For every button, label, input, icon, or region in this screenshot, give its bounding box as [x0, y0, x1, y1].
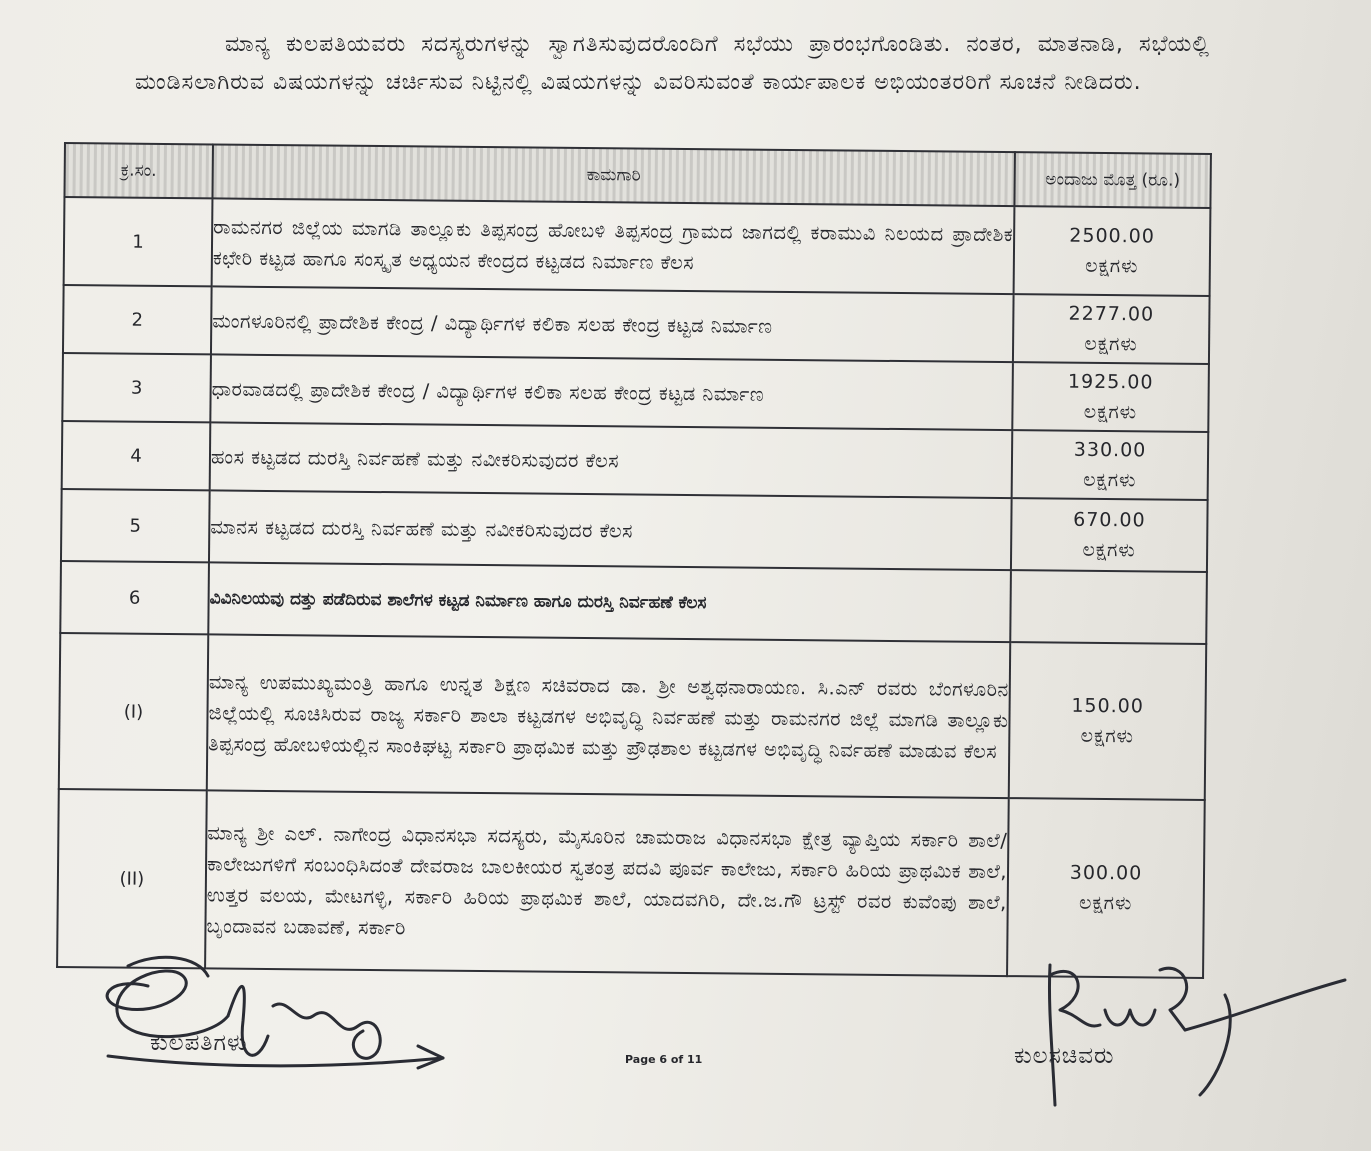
row-amount: 2277.00: [1068, 302, 1155, 326]
row-amount-cell: [1011, 498, 1208, 572]
signature-vice-chancellor-icon: [88, 946, 448, 1096]
row-amount-unit: [1012, 606, 1206, 608]
header-work: ಕಾಮಗಾರಿ: [212, 144, 1014, 206]
row-amount: 300.00: [1069, 861, 1143, 885]
row-amount: 1925.00: [1067, 370, 1154, 394]
row-amount-cell: [1013, 294, 1210, 364]
intro-text: ಮಾನ್ಯ ಕುಲಪತಿಯವರು ಸದಸ್ಯರುಗಳನ್ನು ಸ್ವಾಗತಿಸುವುದರೊಂದಿಗೆ ಸಭೆಯು ಪ್ರಾರಂಭಗೊಂಡಿತು. ನಂತರ, ಮಾತನಾಡಿ, ಸಭೆಯಲ್ಲಿ ಮಂಡಿಸಲಾಗಿರುವ ವಿಷಯಗಳನ್ನು ಚರ್ಚಿಸುವ ನಿಟ್ಟಿನಲ್ಲಿ ವಿಷಯಗಳನ್ನು ವಿವರಿಸುವಂತೆ ಕಾರ್ಯಪಾಲಕ ಅಭಿಯಂತರರಿಗೆ ಸೂಚನೆ ನೀಡಿದರು.: [135, 32, 1210, 95]
row-sno: 1: [64, 197, 213, 286]
row-amount: [1012, 606, 1206, 608]
row-sno: 3: [62, 353, 211, 422]
row-amount-unit: ಲಕ್ಷಗಳು: [1080, 724, 1135, 748]
row-amount-unit: ಲಕ್ಷಗಳು: [1079, 891, 1133, 915]
row-work: ವಿವಿನಿಲಯವು ದತ್ತು ಪಡೆದಿರುವ ಶಾಲೆಗಳ ಕಟ್ಟಡ ನಿರ್ಮಾಣ ಹಾಗೂ ದುರಸ್ತಿ ನಿರ್ವಹಣೆ ಕೆಲಸ: [208, 562, 1011, 642]
row-sno: 5: [61, 489, 210, 562]
row-sno: (II): [57, 789, 207, 968]
row-amount: 670.00: [1073, 508, 1146, 532]
row-amount-cell: [1009, 642, 1206, 800]
row-work: ಧಾರವಾಡದಲ್ಲಿ ಪ್ರಾದೇಶಿಕ ಕೇಂದ್ರ / ವಿದ್ಯಾರ್ಥಿಗಳ ಕಲಿಕಾ ಸಲಹ ಕೇಂದ್ರ ಕಟ್ಟಡ ನಿರ್ಮಾಣ: [210, 354, 1013, 430]
row-work: ಮಾನ್ಯ ಶ್ರೀ ಎಲ್. ನಾಗೇಂದ್ರ ವಿಧಾನಸಭಾ ಸದಸ್ಯರು, ಮೈಸೂರಿನ ಚಾಮರಾಜ ವಿಧಾನಸಭಾ ಕ್ಷೇತ್ರ ವ್ಯಾಪ್ತಿಯ ಸರ್ಕಾರಿ ಶಾಲೆ/ಕಾಲೇಜುಗಳಿಗೆ ಸಂಬಂಧಿಸಿದಂತೆ ದೇವರಾಜ ಬಾಲಕೀಯರ ಸ್ವತಂತ್ರ ಪದವಿ ಪೂರ್ವ ಕಾಲೇಜು, ಸರ್ಕಾರಿ ಹಿರಿಯ ಪ್ರಾಥಮಿಕ ಶಾಲೆ, ಉತ್ತರ ವಲಯ, ಮೇಟಗಳ್ಳಿ, ಸರ್ಕಾರಿ ಹಿರಿಯ ಪ್ರಾಥಮಿಕ ಶಾಲೆ, ಯಾದವಗಿರಿ, ದೇ.ಜ.ಗೌ ಟ್ರಸ್ಟ್ ರವರ ಕುವೆಂಪು ಶಾಲೆ, ಬೃಂದಾವನ ಬಡಾವಣೆ, ಸರ್ಕಾರಿ: [205, 790, 1009, 976]
row-sno: 2: [63, 285, 212, 354]
row-work: ರಾಮನಗರ ಜಿಲ್ಲೆಯ ಮಾಗಡಿ ತಾಲ್ಲೂಕು ತಿಪ್ಪಸಂದ್ರ ಹೋಬಳಿ ತಿಪ್ಪಸಂದ್ರ ಗ್ರಾಮದ ಜಾಗದಲ್ಲಿ ಕರಾಮುವಿ ನಿಲಯದ ಪ್ರಾದೇಶಿಕ ಕಛೇರಿ ಕಟ್ಟಡ ಹಾಗೂ ಸಂಸ್ಕೃತ ಅಧ್ಯಯನ ಕೇಂದ್ರದ ಕಟ್ಟಡದ ನಿರ್ಮಾಣ ಕೆಲಸ: [212, 198, 1015, 294]
row-work: ಹಂಸ ಕಟ್ಟಡದ ದುರಸ್ತಿ ನಿರ್ವಹಣೆ ಮತ್ತು ನವೀಕರಿಸುವುದರ ಕೆಲಸ: [210, 422, 1013, 498]
vice-chancellor-label: ಕುಲಪತಿಗಳು: [150, 1030, 248, 1056]
header-sno: ಕ್ರ.ಸಂ.: [64, 143, 213, 198]
table-row: [64, 197, 1211, 296]
row-amount-cell: [1012, 430, 1209, 500]
table-row: [63, 285, 1210, 364]
row-amount-cell: [1007, 798, 1205, 978]
row-sno: (I): [59, 633, 208, 790]
row-amount-cell: [1010, 570, 1207, 644]
table-row: [62, 353, 1209, 432]
row-work: ಮಾನಸ ಕಟ್ಟಡದ ದುರಸ್ತಿ ನಿರ್ವಹಣೆ ಮತ್ತು ನವೀಕರಿಸುವುದರ ಕೆಲಸ: [209, 490, 1012, 570]
row-amount-cell: [1012, 362, 1209, 432]
table-row: [61, 489, 1208, 572]
row-amount-cell: [1014, 206, 1211, 296]
row-amount-unit: ಲಕ್ಷಗಳು: [1083, 400, 1138, 424]
table-row: [62, 421, 1209, 500]
row-sno: 6: [60, 561, 209, 634]
row-amount-unit: ಲಕ್ಷಗಳು: [1084, 332, 1138, 356]
table-row: [60, 561, 1207, 644]
row-amount: 330.00: [1073, 438, 1147, 462]
registrar-label: ಕುಲಸಚಿವರು: [1014, 1043, 1115, 1069]
row-sno: 4: [62, 421, 211, 490]
row-amount-unit: ಲಕ್ಷಗಳು: [1082, 538, 1136, 562]
page-number: Page 6 of 11: [625, 1053, 703, 1066]
row-work: ಮಾನ್ಯ ಉಪಮುಖ್ಯಮಂತ್ರಿ ಹಾಗೂ ಉನ್ನತ ಶಿಕ್ಷಣ ಸಚಿವರಾದ ಡಾ. ಶ್ರೀ ಅಶ್ವಥನಾರಾಯಣ. ಸಿ.ಎನ್ ರವರು ಬೆಂಗಳೂರಿನ ಜಿಲ್ಲೆಯಲ್ಲಿ ಸೂಚಿಸಿರುವ ರಾಜ್ಯ ಸರ್ಕಾರಿ ಶಾಲಾ ಕಟ್ಟಡಗಳ ಅಭಿವೃದ್ಧಿ ನಿರ್ವಹಣೆ ಮತ್ತು ರಾಮನಗರ ಜಿಲ್ಲೆ ಮಾಗಡಿ ತಾಲ್ಲೂಕು ತಿಪ್ಪಸಂದ್ರ ಹೋಬಳಿಯಲ್ಲಿನ ಸಾಂಕಿಘಟ್ಟ ಸರ್ಕಾರಿ ಪ್ರಾಥಮಿಕ ಮತ್ತು ಪ್ರೌಢಶಾಲ ಕಟ್ಟಡಗಳ ಅಭಿವೃದ್ಧಿ ನಿರ್ವಹಣೆ ಮಾಡುವ ಕೆಲಸ: [207, 634, 1010, 798]
header-amount: ಅಂದಾಜು ಮೊತ್ತ (ರೂ.): [1014, 152, 1211, 208]
row-amount: 150.00: [1071, 694, 1144, 718]
works-table: [56, 142, 1212, 979]
intro-paragraph: [135, 26, 1210, 102]
row-work: ಮಂಗಳೂರಿನಲ್ಲಿ ಪ್ರಾದೇಶಿಕ ಕೇಂದ್ರ / ವಿದ್ಯಾರ್ಥಿಗಳ ಕಲಿಕಾ ಸಲಹ ಕೇಂದ್ರ ಕಟ್ಟಡ ನಿರ್ಮಾಣ: [211, 286, 1014, 362]
row-amount: 2500.00: [1069, 224, 1156, 248]
row-amount-unit: ಲಕ್ಷಗಳು: [1085, 254, 1139, 278]
table-row: [59, 633, 1206, 800]
row-amount-unit: ಲಕ್ಷಗಳು: [1083, 468, 1137, 492]
